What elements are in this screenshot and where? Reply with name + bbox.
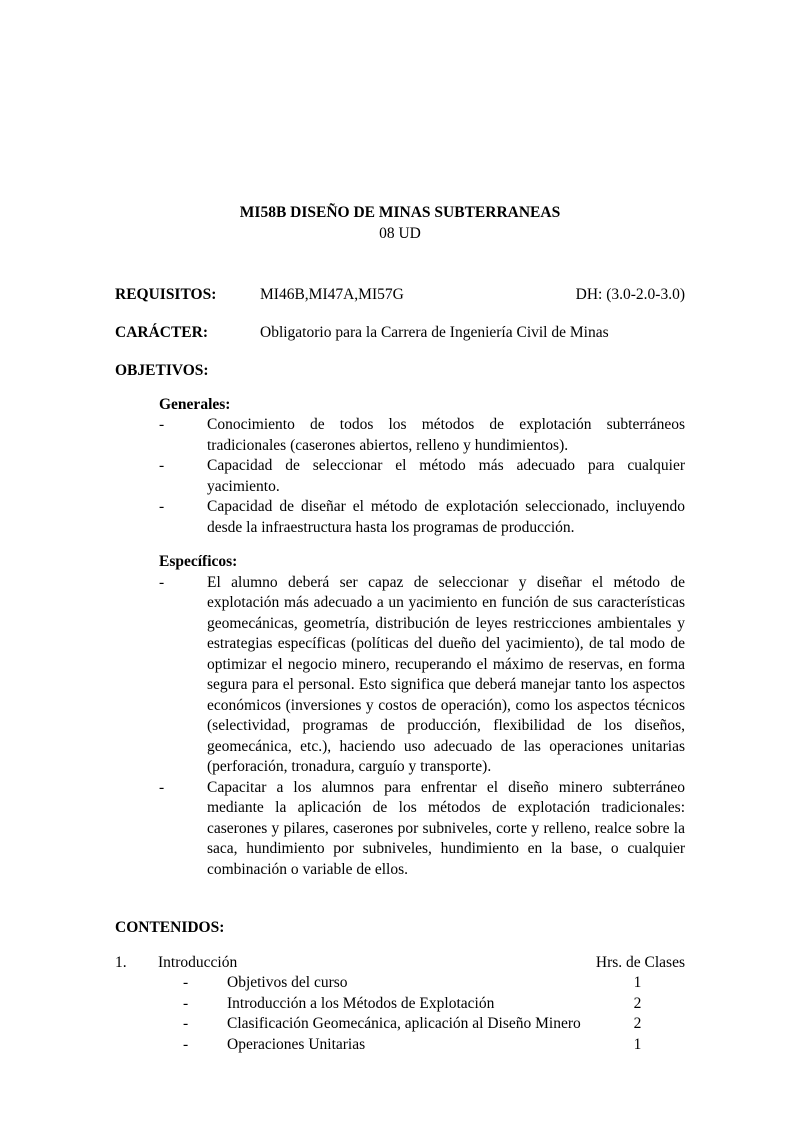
requisitos-row <box>115 285 685 306</box>
toc-item-row <box>115 994 685 1015</box>
especificos-item <box>159 778 685 881</box>
contenidos-heading: CONTENIDOS: <box>115 919 225 936</box>
toc-section-number: 1. <box>115 953 127 971</box>
especificos-item-text: Capacitar a los alumnos para enfrentar el diseño minero subterráneo mediante la aplicación de los métodos de explotación tradicionales: caserones y pilares, caserones por subniveles, corte y relleno, realce sobre la saca, hundimiento por subniveles, hundimiento en la base, o cualquier combinación o variable de ellos. <box>207 778 685 878</box>
generales-item <box>159 415 685 456</box>
toc-section-title: Introducción <box>158 953 238 971</box>
toc-hours-header: Hrs. de Clases <box>595 953 685 971</box>
dash-marker: - <box>183 1035 189 1053</box>
toc-indent <box>115 1035 183 1056</box>
requisitos-label: REQUISITOS: <box>115 286 217 303</box>
dash-marker: - <box>183 1015 189 1032</box>
dash-marker: - <box>159 498 165 515</box>
dash-marker: - <box>159 416 165 433</box>
especificos-item-text: El alumno deberá ser capaz de seleccionar y diseñar el método de explotación más adecuado a un yacimiento en función de sus características geomecánicas, geometría, distribución de leyes restricciones ambientales y estrategias específicas (políticas del dueño del yacimiento), de tal modo de optimizar el negocio minero, recuperando el máximo de reservas, en forma segura para el personal. Esto significa que deberá manejar tanto los aspectos económicos (inversiones y costos de operación), como los aspectos técnicos (selectividad, programas de producción, flexibilidad de los diseños, geomecánica, etc.), haciendo uso adecuado de las operaciones unitarias (perforación, tronadura, carguío y transporte). <box>207 573 685 775</box>
especificos-list <box>159 573 685 881</box>
caracter-value: Obligatorio para la Carrera de Ingeniería Civil de Minas <box>260 323 609 341</box>
generales-heading: Generales: <box>159 395 231 413</box>
course-units: 08 UD <box>379 224 421 242</box>
generales-item-text: Conocimiento de todos los métodos de explotación subterráneos tradicionales (caserones abiertos, relleno y hundimientos). <box>207 416 685 454</box>
toc-item-label: Clasificación Geomecánica, aplicación al Diseño Minero <box>227 1015 581 1032</box>
toc-item-row <box>115 1014 685 1035</box>
generales-item <box>159 456 685 497</box>
course-title: MI58B DISEÑO DE MINAS SUBTERRANEAS <box>239 204 561 221</box>
toc-section-row <box>115 953 685 974</box>
objetivos-block <box>159 395 685 881</box>
caracter-label: CARÁCTER: <box>115 323 208 341</box>
toc-indent <box>115 973 183 994</box>
toc-item-row <box>115 1035 685 1056</box>
objetivos-heading: OBJETIVOS: <box>115 362 209 379</box>
especificos-item <box>159 573 685 778</box>
generales-item-text: Capacidad de seleccionar el método más adecuado para cualquier yacimiento. <box>207 457 685 495</box>
requisitos-value: MI46B,MI47A,MI57G <box>260 286 404 303</box>
contenidos-table <box>115 953 685 1056</box>
generales-item-text: Capacidad de diseñar el método de explotación seleccionado, incluyendo desde la infraestructura hasta los programas de producción. <box>207 498 685 536</box>
toc-indent <box>115 1014 183 1035</box>
toc-item-label: Objetivos del curso <box>227 974 348 991</box>
dash-marker: - <box>183 974 189 991</box>
dh-value: DH: (3.0-2.0-3.0) <box>575 286 685 303</box>
dash-marker: - <box>159 778 165 796</box>
toc-item-label: Introducción a los Métodos de Explotación <box>227 994 495 1012</box>
dash-marker: - <box>159 573 165 591</box>
toc-indent <box>115 994 183 1015</box>
toc-item-hours: 2 <box>633 994 642 1012</box>
generales-list <box>159 415 685 538</box>
title-block <box>115 203 685 244</box>
dash-marker: - <box>159 457 165 474</box>
generales-item <box>159 497 685 538</box>
caracter-row <box>115 323 685 344</box>
toc-item-hours: 2 <box>633 1015 642 1032</box>
toc-item-row <box>115 973 685 994</box>
toc-item-hours: 1 <box>633 974 642 991</box>
toc-item-label: Operaciones Unitarias <box>227 1035 366 1053</box>
dash-marker: - <box>183 994 189 1012</box>
especificos-heading: Específicos: <box>159 553 238 570</box>
toc-item-hours: 1 <box>633 1035 642 1053</box>
